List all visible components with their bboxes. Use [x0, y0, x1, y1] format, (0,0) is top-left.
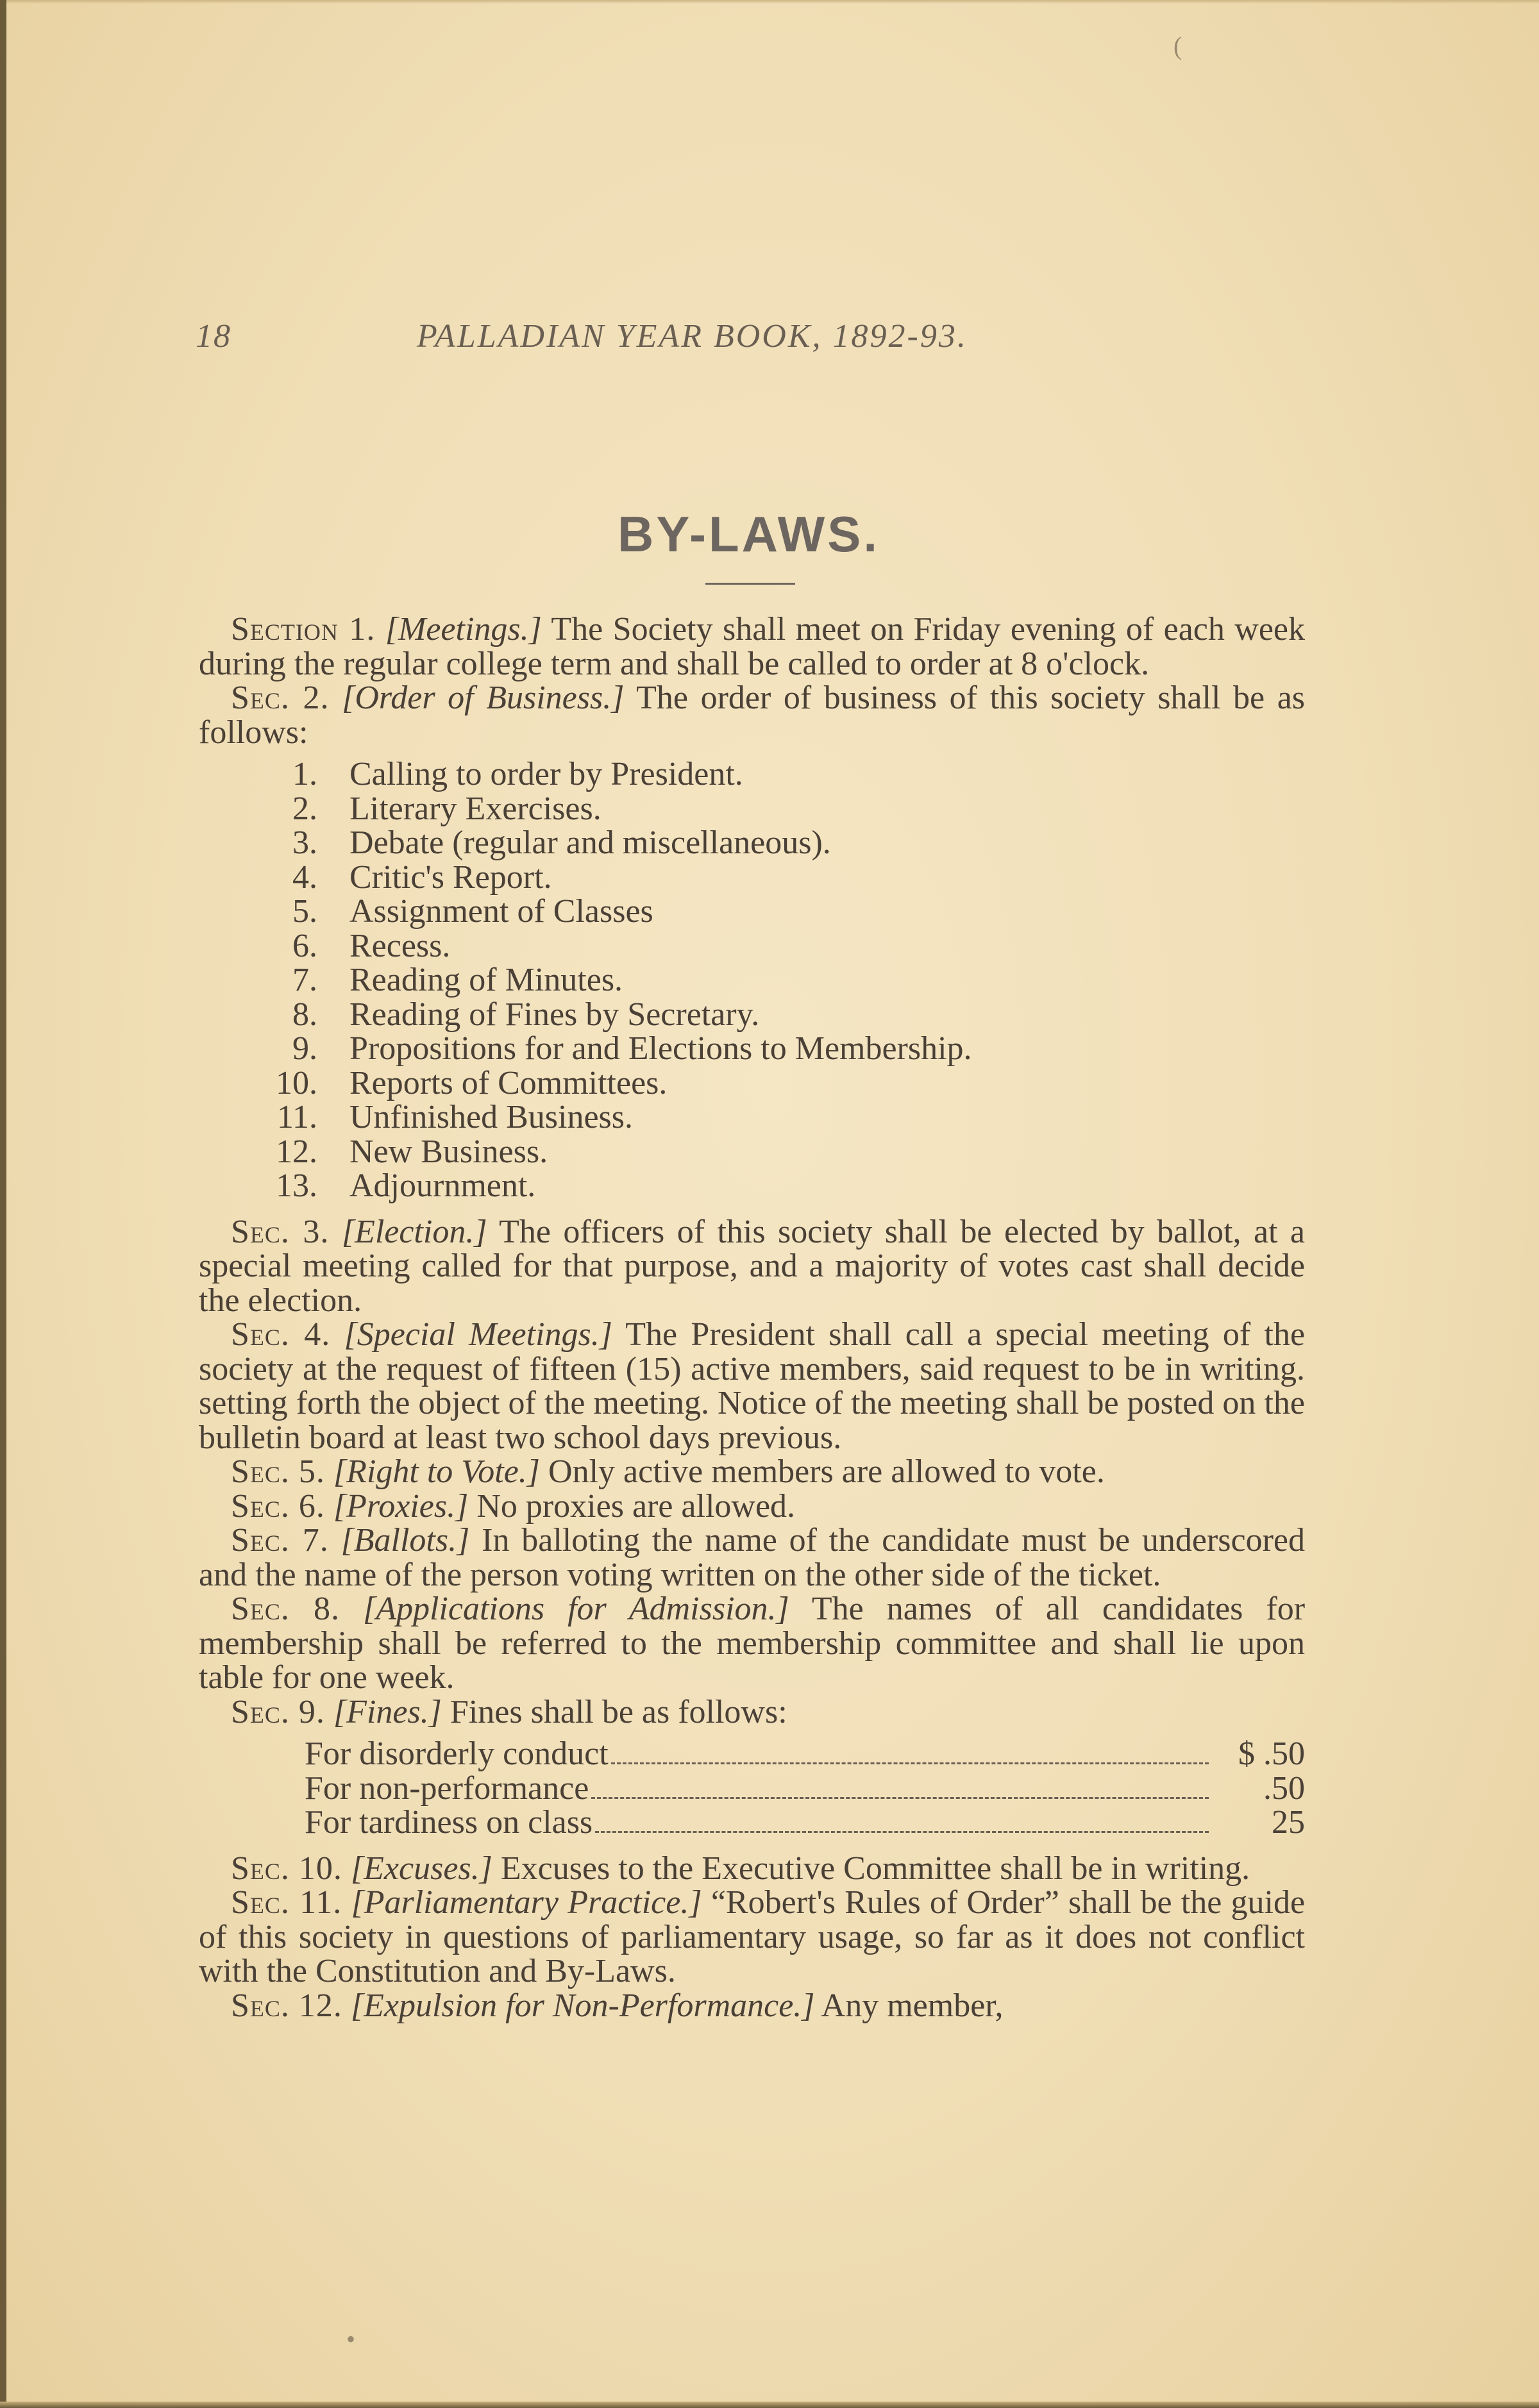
section-text: The President shall call a special meeting of the society at the request of fifteen (15) active members, said request to be in writing. setting forth the object of the meeting. Notice of the meeting shall be posted on the bulletin board at least two school days previous. — [199, 1316, 1306, 1456]
list-item-text: Reports of Committees. — [349, 1064, 668, 1101]
list-item-number: 11. — [276, 1099, 317, 1135]
section-text: The order of business of this society shall be as follows: — [199, 680, 1306, 751]
fine-row — [305, 1737, 1305, 1771]
list-item — [199, 998, 1305, 1032]
page-title: BY-LAWS. — [617, 506, 880, 562]
sections-final — [199, 1852, 1305, 2023]
list-item-text: New Business. — [349, 1133, 548, 1170]
list-item-text: Adjournment. — [349, 1167, 536, 1204]
bylaw-section — [199, 1317, 1305, 1455]
bylaw-section — [199, 1989, 1305, 2023]
section-text: Fines shall be as follows: — [450, 1693, 787, 1730]
section-heading: [Election.] — [341, 1213, 487, 1250]
list-item — [199, 826, 1305, 860]
section-text: Any member, — [821, 1987, 1004, 2024]
section-text: In balloting the name of the candidate must be underscored and the name of the person voting written on the other side of the ticket. — [199, 1522, 1305, 1593]
bylaw-section — [199, 1885, 1305, 1989]
sections-middle — [199, 1215, 1305, 1730]
section-heading: [Order of Business.] — [342, 680, 625, 716]
page-edge-left — [0, 0, 6, 2408]
section-label: Sec. 10. — [231, 1850, 342, 1887]
leader-dots — [591, 1797, 1209, 1799]
section-label: Sec. 9. — [231, 1693, 325, 1730]
section-heading: [Right to Vote.] — [333, 1453, 541, 1490]
section-label: Sec. 4. — [231, 1316, 331, 1353]
section-text: The Society shall meet on Friday evening of each week during the regular college term and shall be called to order at 8 o'clock. — [199, 611, 1306, 682]
page-edge-top — [0, 0, 1539, 4]
bylaws-body — [199, 612, 1305, 2023]
fine-label: For disorderly conduct — [305, 1735, 609, 1772]
fine-amount: $ .50 — [1238, 1735, 1305, 1772]
order-of-business-list — [199, 757, 1305, 1203]
section-heading: [Fines.] — [333, 1693, 442, 1730]
bylaw-section — [199, 1215, 1305, 1318]
list-item-number: 10. — [276, 1064, 317, 1101]
list-item-number: 5. — [292, 893, 317, 930]
title-rule — [705, 583, 795, 585]
fine-amount: 25 — [1272, 1804, 1305, 1841]
running-title: PALLADIAN YEAR BOOK, 1892-93. — [417, 318, 968, 355]
running-header — [196, 317, 1093, 362]
bylaw-section — [199, 1489, 1305, 1524]
bylaw-section — [199, 1523, 1305, 1592]
list-item-text: Reading of Fines by Secretary. — [349, 996, 760, 1033]
list-item — [199, 963, 1305, 998]
fine-amount: .50 — [1263, 1769, 1305, 1807]
list-item — [199, 1066, 1305, 1101]
list-item-text: Calling to order by President. — [349, 756, 743, 792]
list-item-number: 6. — [292, 927, 317, 964]
list-item-number: 3. — [292, 824, 317, 861]
fine-label: For non-performance — [305, 1769, 589, 1807]
section-label: Sec. 8. — [231, 1591, 340, 1627]
bylaw-section — [199, 1695, 1305, 1730]
section-text: Only active members are allowed to vote. — [548, 1453, 1105, 1490]
list-item — [199, 1169, 1305, 1203]
section-heading: [Meetings.] — [385, 611, 542, 648]
leader-dots — [595, 1831, 1209, 1833]
section-heading: [Applications for Admission.] — [362, 1591, 789, 1627]
list-item-number: 1. — [292, 756, 317, 792]
section-text: No proxies are allowed. — [476, 1487, 796, 1525]
list-item — [199, 894, 1305, 929]
list-item — [199, 1032, 1305, 1066]
bylaw-section — [199, 612, 1305, 681]
section-label: Section 1. — [231, 611, 376, 648]
list-item-text: Propositions for and Elections to Membership. — [349, 1030, 972, 1067]
section-heading: [Special Meetings.] — [344, 1316, 612, 1353]
list-item — [199, 1100, 1305, 1135]
list-item — [199, 929, 1305, 964]
list-item-number: 2. — [292, 790, 317, 827]
list-item — [199, 757, 1305, 792]
section-label: Sec. 2. — [231, 680, 330, 716]
leader-dots — [611, 1762, 1209, 1764]
list-item-number: 13. — [276, 1167, 317, 1204]
section-heading: [Ballots.] — [341, 1522, 470, 1559]
list-item-text: Reading of Minutes. — [349, 962, 623, 998]
list-item-text: Literary Exercises. — [349, 790, 601, 827]
bylaw-section — [199, 1852, 1305, 1886]
list-item-text: Debate (regular and miscellaneous). — [349, 824, 831, 861]
page-edge-bottom — [0, 2402, 1539, 2408]
paper-speck: • — [346, 2325, 356, 2354]
sections-intro — [199, 612, 1305, 749]
list-item-number: 4. — [292, 858, 317, 896]
fine-row — [305, 1771, 1305, 1806]
section-heading: [Expulsion for Non-Performance.] — [350, 1987, 815, 2024]
section-label: Sec. 7. — [231, 1522, 329, 1559]
list-item-number: 7. — [292, 962, 317, 998]
list-item-text: Unfinished Business. — [349, 1099, 633, 1135]
section-label: Sec. 3. — [231, 1213, 330, 1250]
section-label: Sec. 5. — [231, 1453, 325, 1490]
list-item-number: 9. — [292, 1030, 317, 1067]
section-label: Sec. 6. — [231, 1487, 325, 1525]
section-heading: [Proxies.] — [333, 1487, 469, 1525]
section-label: Sec. 12. — [231, 1987, 342, 2024]
fine-label: For tardiness on class — [305, 1804, 593, 1841]
fines-table — [199, 1737, 1305, 1840]
section-text: Excuses to the Executive Committee shall be in writing. — [500, 1850, 1250, 1887]
bylaw-section — [199, 1455, 1305, 1489]
list-item — [199, 792, 1305, 826]
list-item-number: 8. — [292, 996, 317, 1033]
list-item-text: Recess. — [349, 927, 451, 964]
section-text: The officers of this society shall be elected by ballot, at a special meeting called for that purpose, and a majority of votes cast shall decide the election. — [199, 1213, 1305, 1319]
section-text: “Robert's Rules of Order” shall be the guide of this society in questions of parliamentary usage, so far as it does not conflict with the Constitution and By-Laws. — [199, 1884, 1306, 1989]
fine-row — [305, 1805, 1305, 1840]
paper-speck: ( — [1173, 31, 1182, 60]
list-item-number: 12. — [276, 1133, 317, 1170]
bylaw-section — [199, 681, 1305, 749]
section-heading: [Parliamentary Practice.] — [351, 1884, 702, 1921]
bylaw-section — [199, 1592, 1305, 1695]
section-label: Sec. 11. — [231, 1884, 342, 1921]
list-item — [199, 1135, 1305, 1169]
list-item — [199, 860, 1305, 895]
page-number: 18 — [196, 318, 231, 355]
list-item-text: Critic's Report. — [349, 858, 552, 896]
section-text: The names of all candidates for membership shall be referred to the membership committee and shall lie upon table for one week. — [199, 1591, 1306, 1696]
list-item-text: Assignment of Classes — [349, 893, 653, 930]
section-heading: [Excuses.] — [350, 1850, 492, 1887]
